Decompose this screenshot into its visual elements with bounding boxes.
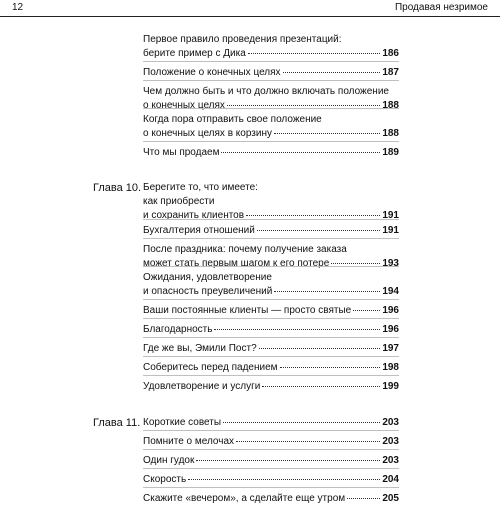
toc-entry-title-line: может стать первым шагом к его потере [143, 258, 330, 269]
toc-entry-title-line: Берегите то, что имеете: [143, 182, 258, 193]
entry-divider [143, 468, 399, 469]
dot-leader [262, 386, 380, 387]
dot-leader [347, 498, 380, 499]
toc-page-number: 203 [382, 436, 399, 447]
dot-leader [280, 367, 381, 368]
toc-entry[interactable] [143, 323, 399, 337]
entry-divider [143, 238, 399, 239]
toc-entry-title-line: берите пример с Дика [143, 48, 246, 59]
toc-entry[interactable] [143, 181, 399, 223]
toc-entry[interactable] [143, 435, 399, 449]
toc-entry-title-line: Положение о конечных целях [143, 67, 281, 78]
chapter-label: Глава 10. [93, 182, 142, 194]
toc-entry-title-line: Помните о мелочах [143, 436, 235, 447]
entry-divider [143, 487, 399, 488]
entry-divider [143, 375, 399, 376]
page-number: 12 [12, 2, 24, 13]
entry-divider [143, 430, 399, 431]
dot-leader [259, 348, 381, 349]
toc-entry-title-line: Чем должно быть и что должно включать положение [143, 86, 389, 97]
toc-page-number: 194 [382, 286, 399, 297]
toc-entry[interactable] [143, 113, 399, 141]
toc-entry-title-line: о конечных целях в корзину [143, 128, 272, 139]
toc-entry-title-line: Скажите «вечером», а сделайте еще утром [143, 493, 346, 504]
dot-leader [353, 310, 380, 311]
toc-entry[interactable] [143, 146, 399, 160]
dot-leader [274, 291, 380, 292]
toc-entry-title-line: Короткие советы [143, 417, 222, 428]
dot-leader [223, 422, 380, 423]
dot-leader [196, 460, 380, 461]
toc-page-number: 205 [382, 493, 399, 504]
entry-divider [143, 108, 399, 109]
toc-entry-title-line: Соберитесь перед падением [143, 362, 278, 373]
toc-entry[interactable] [143, 473, 399, 487]
running-title: Продавая незримое [394, 2, 488, 13]
dot-leader [257, 230, 380, 231]
entry-divider [143, 318, 399, 319]
toc-entry-title-line: Один гудок [143, 455, 195, 466]
toc-entry[interactable] [143, 271, 399, 299]
toc-page-number: 193 [382, 258, 399, 269]
toc-entry-title-line: Когда пора отправить свое положение [143, 114, 322, 125]
dot-leader [214, 329, 380, 330]
toc-page-number: 186 [382, 48, 399, 59]
toc-entry[interactable] [143, 454, 399, 468]
toc-entry-title-line: После праздника: почему получение заказа [143, 244, 347, 255]
dot-leader [283, 72, 381, 73]
toc-entry[interactable] [143, 33, 399, 61]
toc-entry[interactable] [143, 66, 399, 80]
toc-entry[interactable] [143, 492, 399, 506]
dot-leader [236, 441, 380, 442]
entry-divider [143, 356, 399, 357]
toc-entry[interactable] [143, 224, 399, 238]
toc-entry[interactable] [143, 361, 399, 375]
toc-page-number: 198 [382, 362, 399, 373]
toc-entry-title-line: Удовлетворение и услуги [143, 381, 261, 392]
entry-divider [143, 219, 399, 220]
toc-entry[interactable] [143, 342, 399, 356]
toc-entry-title-line: и сохранить клиентов [143, 210, 245, 221]
toc-entry-title-line: Первое правило проведения презентаций: [143, 34, 342, 45]
chapter-label: Глава 11. [93, 417, 141, 429]
toc-entry-title-line: Скорость [143, 474, 187, 485]
entry-divider [143, 61, 399, 62]
toc-entry[interactable] [143, 304, 399, 318]
dot-leader [188, 479, 380, 480]
toc-page-number: 199 [382, 381, 399, 392]
toc-page-number: 191 [382, 225, 399, 236]
toc-page-number: 188 [382, 128, 399, 139]
toc-entry[interactable] [143, 416, 399, 430]
entry-divider [143, 337, 399, 338]
entry-divider [143, 449, 399, 450]
toc-page-number: 188 [382, 100, 399, 111]
toc-entry-title-line: Ожидания, удовлетворение [143, 272, 272, 283]
toc-entry[interactable] [143, 380, 399, 394]
toc-entry-title-line: Бухгалтерия отношений [143, 225, 255, 236]
toc-entry-title-line: Благодарность [143, 324, 213, 335]
dot-leader [248, 53, 381, 54]
entry-divider [143, 80, 399, 81]
toc-page-number: 203 [382, 455, 399, 466]
dot-leader [246, 215, 380, 216]
toc-page-number: 196 [382, 305, 399, 316]
toc-page-number: 203 [382, 417, 399, 428]
toc-page-number: 196 [382, 324, 399, 335]
toc-page-number: 187 [382, 67, 399, 78]
dot-leader [221, 152, 380, 153]
entry-divider [143, 141, 399, 142]
toc-entry-title-line: Ваши постоянные клиенты — просто святые [143, 305, 352, 316]
dot-leader [274, 133, 380, 134]
dot-leader [331, 263, 380, 264]
toc-page-number: 189 [382, 147, 399, 158]
toc-page-number: 197 [382, 343, 399, 354]
toc-entry-title-line: о конечных целях [143, 100, 225, 111]
toc-entry-title-line: как приобрести [143, 196, 215, 207]
entry-divider [143, 266, 399, 267]
entry-divider [143, 299, 399, 300]
toc-page-number: 204 [382, 474, 399, 485]
toc-page-number: 191 [382, 210, 399, 221]
toc-entry-title-line: Где же вы, Эмили Пост? [143, 343, 257, 354]
toc-entry-title-line: и опасность преувеличений [143, 286, 273, 297]
toc-entry-title-line: Что мы продаем [143, 147, 220, 158]
dot-leader [227, 105, 380, 106]
